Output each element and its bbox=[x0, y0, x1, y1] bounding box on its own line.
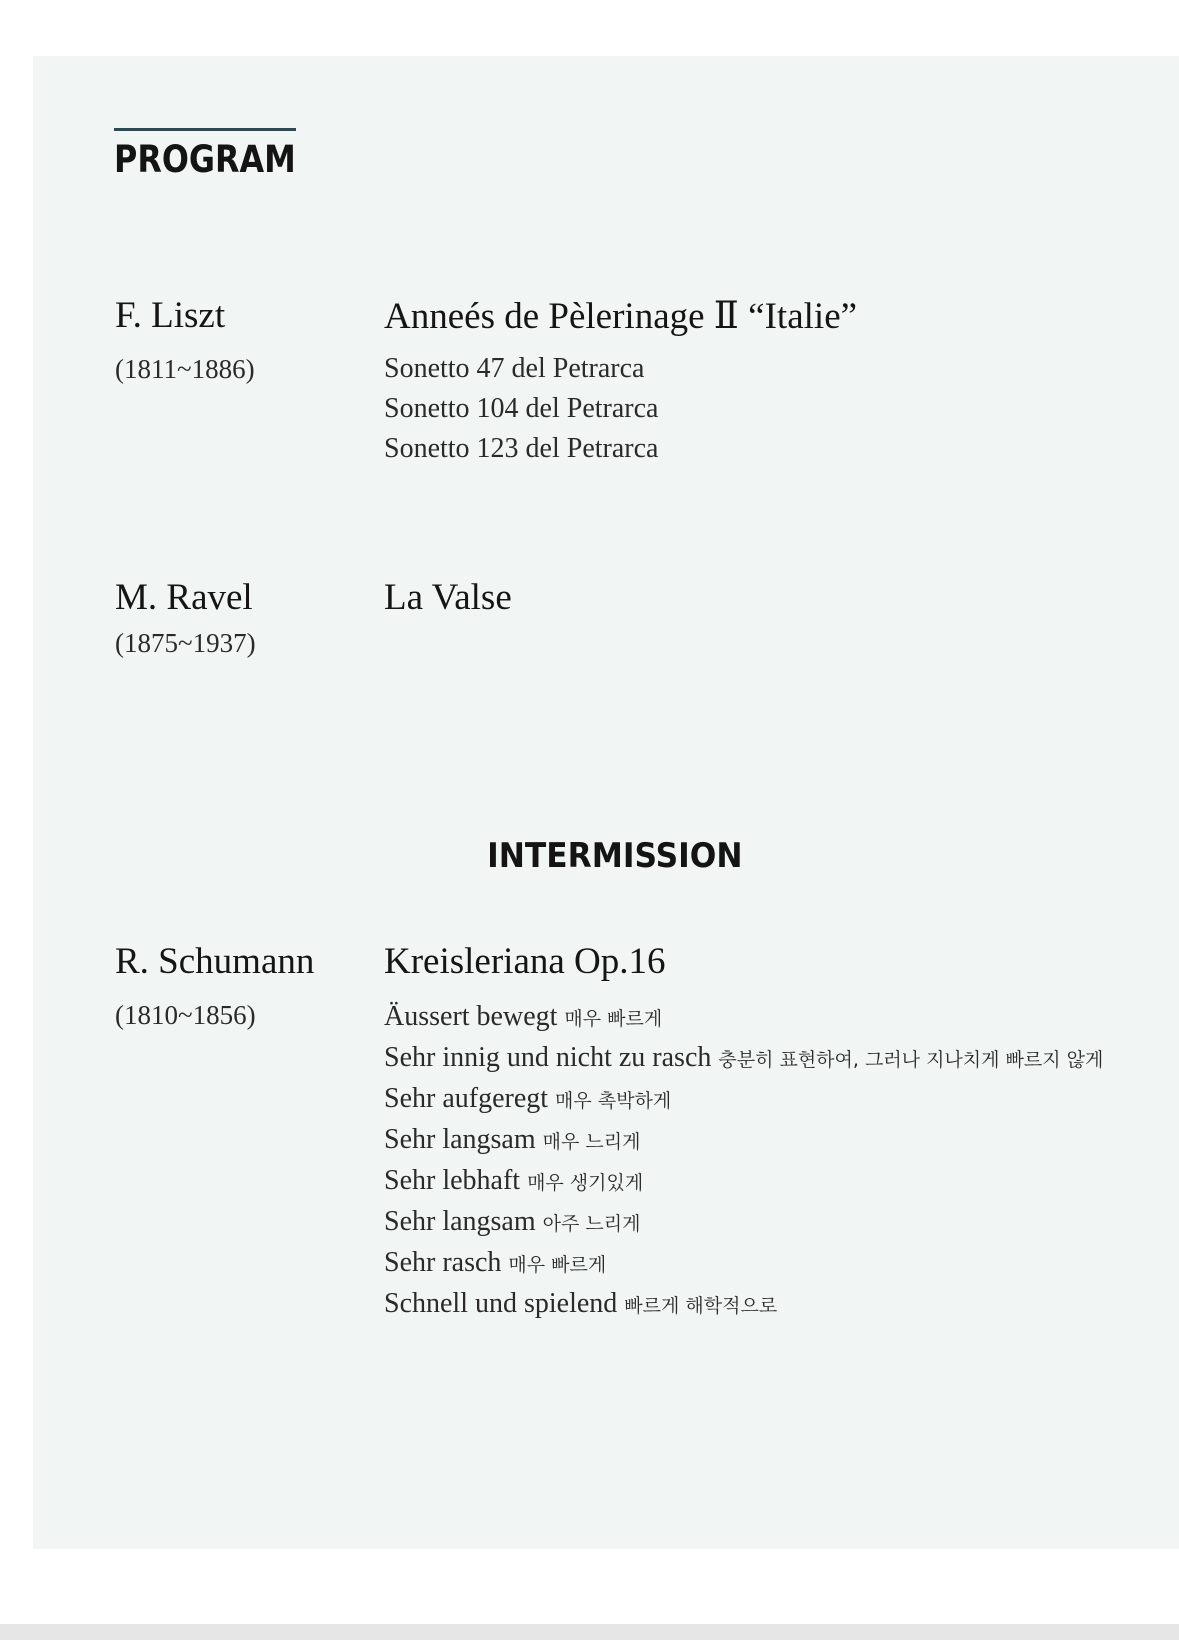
movement-item bbox=[384, 349, 658, 389]
movement-tempo: 매우 빠르게 bbox=[564, 1008, 663, 1030]
movement-item bbox=[384, 1283, 1103, 1324]
work-title-liszt: Anneés de Pèlerinage Ⅱ “Italie” bbox=[384, 296, 858, 337]
intermission-label bbox=[0, 836, 1179, 876]
movement-tempo: 아주 느리게 bbox=[542, 1213, 641, 1235]
movement-item bbox=[384, 996, 1103, 1037]
movement-item bbox=[384, 1078, 1103, 1119]
movement-tempo: 매우 빠르게 bbox=[508, 1254, 607, 1276]
movement-item bbox=[384, 389, 658, 429]
movement-item bbox=[384, 1160, 1103, 1201]
composer-schumann: R. Schumann bbox=[115, 941, 315, 982]
movement-name: Sonetto 104 del Petrarca bbox=[384, 393, 659, 424]
movement-tempo: 매우 촉박하게 bbox=[555, 1090, 672, 1112]
movement-name: Sehr langsam bbox=[384, 1124, 536, 1155]
composer-ravel: M. Ravel bbox=[115, 577, 253, 618]
movement-name: Sehr innig und nicht zu rasch bbox=[384, 1042, 712, 1073]
movement-item bbox=[384, 1119, 1103, 1160]
movement-item bbox=[384, 1242, 1103, 1283]
movement-tempo: 충분히 표현하여, 그러나 지나치게 빠르지 않게 bbox=[718, 1049, 1104, 1071]
movement-name: Äussert bewegt bbox=[384, 1001, 558, 1032]
work-title-schumann: Kreisleriana Op.16 bbox=[384, 941, 666, 982]
work-title-ravel: La Valse bbox=[384, 577, 512, 618]
program-title: PROGRAM bbox=[114, 138, 296, 181]
composer-liszt: F. Liszt bbox=[115, 295, 226, 336]
movement-name: Sonetto 123 del Petrarca bbox=[384, 433, 659, 464]
years-liszt: (1811~1886) bbox=[115, 354, 255, 384]
movement-item bbox=[384, 1201, 1103, 1242]
movement-list-liszt bbox=[384, 349, 658, 469]
movement-tempo: 매우 느리게 bbox=[542, 1131, 641, 1153]
bottom-edge-bar bbox=[0, 1624, 1179, 1640]
movement-list-schumann bbox=[384, 996, 1103, 1324]
movement-item bbox=[384, 1037, 1103, 1078]
movement-name: Sehr rasch bbox=[384, 1247, 502, 1278]
movement-name: Sehr langsam bbox=[384, 1206, 536, 1237]
years-ravel: (1875~1937) bbox=[115, 628, 256, 658]
movement-tempo: 빠르게 해학적으로 bbox=[624, 1295, 778, 1317]
movement-item bbox=[384, 429, 658, 469]
program-panel bbox=[33, 56, 1179, 1549]
movement-name: Sonetto 47 del Petrarca bbox=[384, 353, 645, 384]
movement-name: Schnell und spielend bbox=[384, 1288, 618, 1319]
title-rule bbox=[114, 128, 296, 131]
years-schumann: (1810~1856) bbox=[115, 1000, 256, 1030]
movement-tempo: 매우 생기있게 bbox=[527, 1172, 644, 1194]
intermission-text: INTERMISSION bbox=[487, 836, 743, 876]
movement-name: Sehr aufgeregt bbox=[384, 1083, 549, 1114]
movement-name: Sehr lebhaft bbox=[384, 1165, 521, 1196]
